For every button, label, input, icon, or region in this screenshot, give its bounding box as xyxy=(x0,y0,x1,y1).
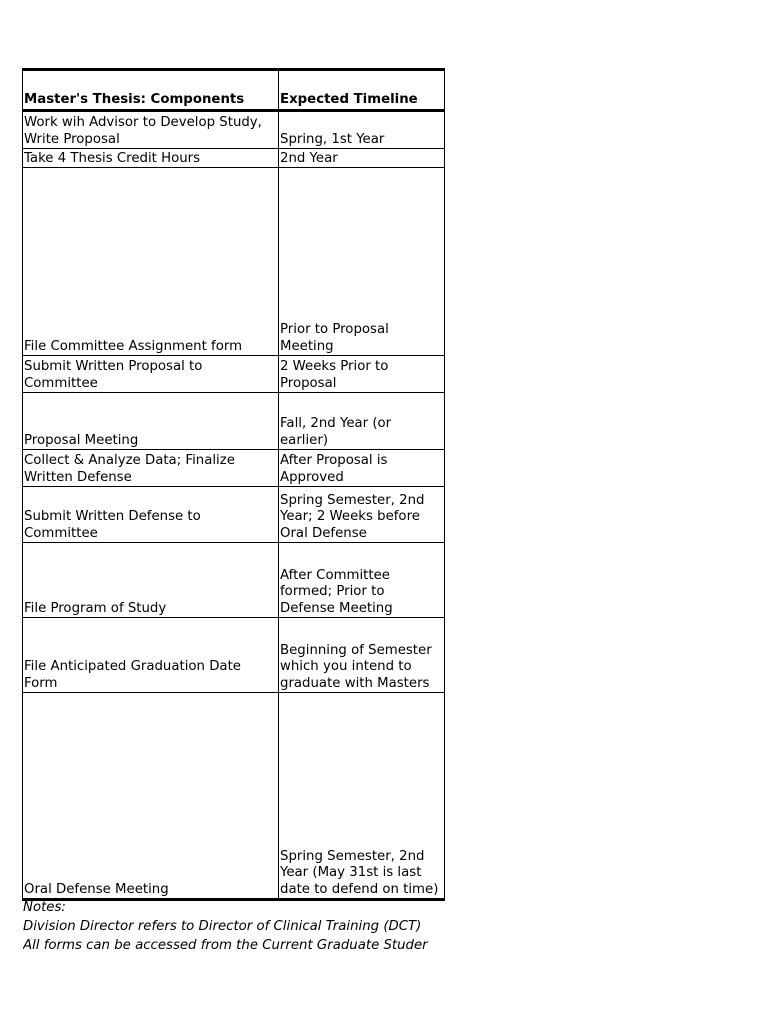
table-row xyxy=(23,168,445,356)
timeline-cell: Fall, 2nd Year (or earlier) xyxy=(279,393,445,450)
header-components: Master's Thesis: Components xyxy=(23,70,279,111)
note-line: Division Director refers to Director of Clinical Training (DCT) xyxy=(23,919,422,934)
component-cell: Proposal Meeting xyxy=(23,393,279,450)
table-row xyxy=(23,618,445,693)
component-cell: Collect & Analyze Data; Finalize Written Defense xyxy=(23,450,279,487)
table-row xyxy=(23,487,445,543)
timeline-cell: 2 Weeks Prior to Proposal xyxy=(279,356,445,393)
component-cell: Submit Written Defense to Committee xyxy=(23,487,279,543)
component-cell: File Anticipated Graduation Date Form xyxy=(23,618,279,693)
component-cell: File Program of Study xyxy=(23,543,279,618)
header-timeline: Expected Timeline xyxy=(279,70,445,111)
component-cell: Submit Written Proposal to Committee xyxy=(23,356,279,393)
table-row xyxy=(23,356,445,393)
table-row xyxy=(23,393,445,450)
thesis-timeline-sheet xyxy=(22,68,444,901)
component-cell: Work wih Advisor to Develop Study, Write Proposal xyxy=(23,111,279,149)
timeline-cell: Spring, 1st Year xyxy=(279,111,445,149)
timeline-cell: After Committee formed; Prior to Defense Meeting xyxy=(279,543,445,618)
timeline-cell: Beginning of Semester which you intend to graduate with Masters xyxy=(279,618,445,693)
note-line: All forms can be accessed from the Current Graduate Studer xyxy=(23,938,428,953)
table-row xyxy=(23,111,445,149)
timeline-cell: Prior to Proposal Meeting xyxy=(279,168,445,356)
timeline-cell: After Proposal is Approved xyxy=(279,450,445,487)
table-row xyxy=(23,693,445,900)
table-row xyxy=(23,543,445,618)
table-row xyxy=(23,450,445,487)
thesis-components-table xyxy=(22,68,445,901)
component-cell: Take 4 Thesis Credit Hours xyxy=(23,149,279,168)
table-header-row xyxy=(23,70,445,111)
timeline-cell: 2nd Year xyxy=(279,149,445,168)
timeline-cell: Spring Semester, 2nd Year; 2 Weeks before Oral Defense xyxy=(279,487,445,543)
notes-section xyxy=(23,898,444,955)
table-row xyxy=(23,149,445,168)
component-cell: File Committee Assignment form xyxy=(23,168,279,356)
notes-heading: Notes: xyxy=(23,900,66,915)
timeline-cell: Spring Semester, 2nd Year (May 31st is last date to defend on time) xyxy=(279,693,445,900)
component-cell: Oral Defense Meeting xyxy=(23,693,279,900)
